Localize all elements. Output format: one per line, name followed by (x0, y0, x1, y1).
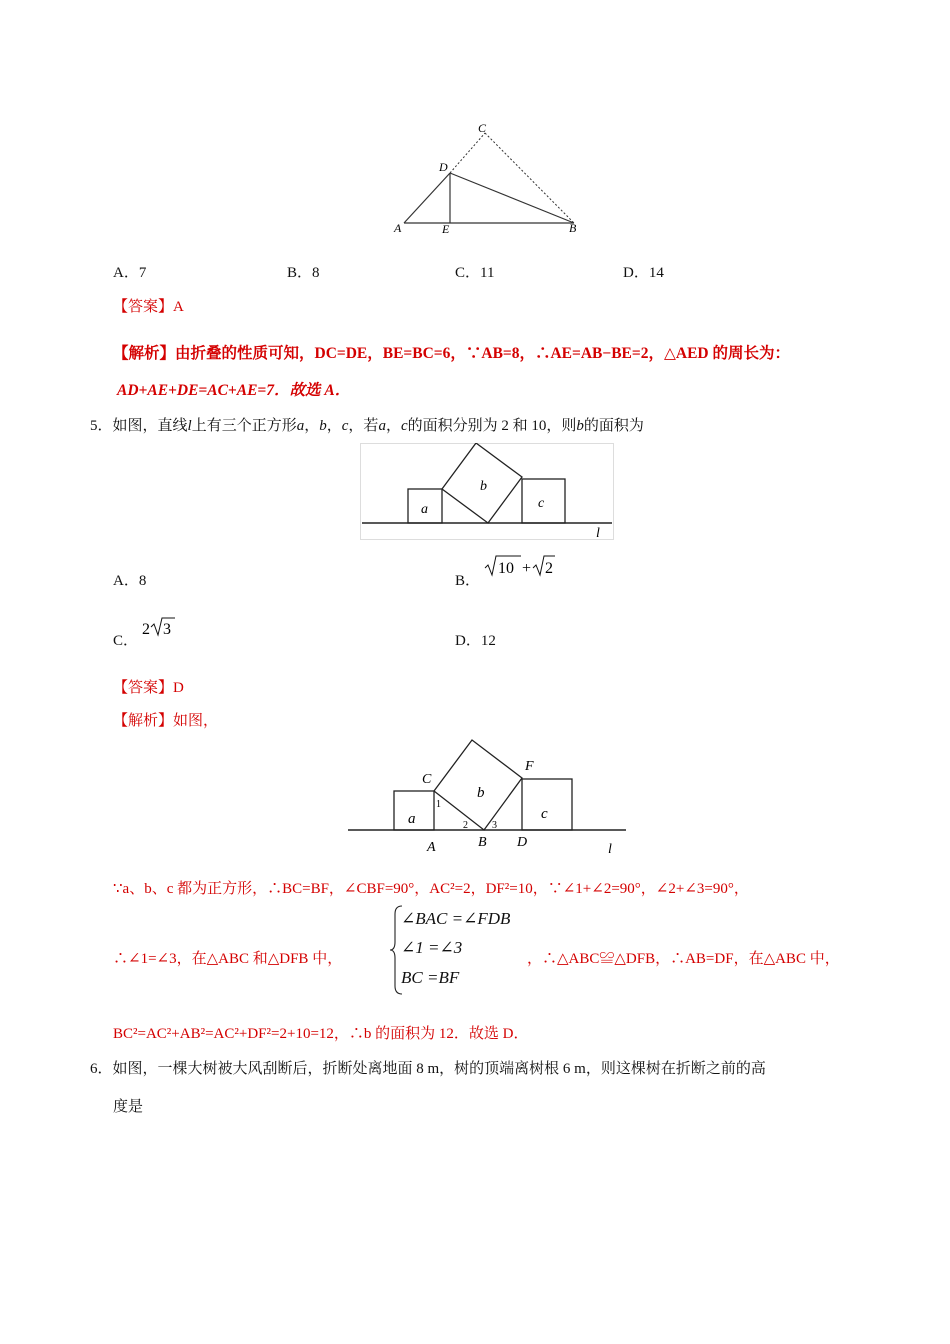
angle-1: 1 (436, 799, 441, 810)
q5-solution-line3: BC²=AC²+AB²=AC²+DF²=2+10=12，∴b 的面积为 12．故选 D． (113, 1026, 529, 1042)
q5-var: b (576, 418, 584, 434)
segment-CB-dashed (485, 133, 574, 223)
q5-stem-text: 的面积分别为 2 和 10，则 (407, 418, 577, 434)
radicand-1: 10 (498, 560, 514, 577)
q5-var: c (341, 418, 349, 434)
label-A: A (394, 221, 402, 235)
system-eq-3: BC =BF (401, 968, 460, 987)
label-l: l (608, 842, 612, 857)
q5-option-b-math (483, 553, 558, 579)
q5-stem-text: ， (304, 418, 320, 434)
q6-stem-line2: 度是 (113, 1099, 144, 1115)
q5-analysis-head: 【解析】如图， (113, 713, 219, 729)
radicand: 3 (163, 621, 171, 638)
label-D: D (517, 835, 528, 850)
system-eq-1: ∠BAC =∠FDB (401, 909, 511, 928)
q5-answer: 【答案】D (113, 680, 184, 696)
angle-2: 2 (463, 820, 468, 831)
q5-stem-text: 的面积为 (583, 418, 644, 434)
q5-var: l (187, 418, 192, 434)
q5-squares-figure (360, 443, 615, 541)
label-C: C (478, 121, 487, 135)
q5-solution-figure (346, 737, 628, 857)
q5-option-c-math (140, 616, 180, 642)
coefficient: 2 (142, 621, 150, 638)
q5-stem-text: ， (385, 418, 401, 434)
q5-solution-line1: ∵a、b、c 都为正方形，∴BC=BF，∠CBF=90°，AC²=2，DF²=10，∵∠1+∠2=90°，∠2+∠3=90°， (113, 881, 749, 897)
label-E: E (442, 222, 450, 236)
q5-var: a (296, 418, 305, 434)
q4-analysis-line1: 【解析】由折叠的性质可知，DC=DE，BE=BC=6，∵AB=8，∴AE=AB−BE=2，△AED 的周长为： (113, 345, 790, 362)
q5-stem-text: 上有三个正方形 (191, 418, 297, 434)
q5-var: b (319, 418, 327, 434)
q4-analysis-line2: AD+AE+DE=AC+AE=7．故选 A． (117, 382, 351, 399)
label-b: b (477, 785, 485, 801)
q5-stem-text: ， (326, 418, 342, 434)
q5-option-c (113, 629, 138, 650)
label-B: B (569, 221, 577, 235)
segment-AD (404, 173, 450, 223)
system-eq-2: ∠1 =∠3 (401, 938, 463, 957)
label-D: D (439, 160, 448, 174)
label-a: a (421, 502, 428, 517)
q5-option-d: D．12 (455, 633, 496, 649)
q6-number: 6． (90, 1061, 113, 1077)
option-prefix: B． (455, 573, 481, 589)
q4-answer: 【答案】A (113, 299, 184, 315)
label-A: A (427, 840, 436, 855)
q5-solution-line2-right: ，∴△ABC≌△DFB，∴AB=DF，在△ABC 中， (527, 951, 840, 967)
q5-option-b (455, 569, 480, 590)
q5-stem-text: 如图，直线 (112, 418, 188, 434)
q6-stem-text: 如图，一棵大树被大风刮断后，折断处离地面 8 m，树的顶端离树根 6 m，则这棵树在折断之前的高 (112, 1061, 766, 1077)
label-a: a (408, 811, 416, 827)
label-c: c (538, 496, 545, 511)
radicand-2: 2 (545, 560, 553, 577)
label-F: F (525, 759, 534, 774)
label-l: l (596, 526, 600, 541)
q5-number: 5． (90, 418, 113, 434)
q5-stem (90, 414, 644, 435)
q5-var: c (400, 418, 408, 434)
option-prefix: C． (113, 633, 139, 649)
label-C: C (422, 772, 432, 787)
q6-stem-line1 (90, 1057, 766, 1078)
figure-frame (361, 444, 614, 540)
angle-3: 3 (492, 820, 497, 831)
q4-option-c: C．11 (455, 265, 495, 281)
square-c (522, 779, 572, 830)
q5-solution-line2-left: ∴∠1=∠3，在△ABC 和△DFB 中， (113, 951, 343, 967)
q4-option-a: A．7 (113, 265, 147, 281)
q5-var: a (378, 418, 386, 434)
q4-option-d: D．14 (623, 265, 664, 281)
segment-DC-dashed (450, 133, 485, 173)
plus-sign: + (522, 560, 532, 577)
q4-option-b: B．8 (287, 265, 320, 281)
label-c: c (541, 806, 548, 822)
segment-DB (450, 173, 574, 223)
q5-stem-text: ，若 (348, 418, 379, 434)
label-b: b (480, 479, 487, 494)
q4-triangle-figure (388, 118, 588, 240)
label-B: B (478, 835, 487, 850)
q5-option-a: A．8 (113, 573, 147, 589)
